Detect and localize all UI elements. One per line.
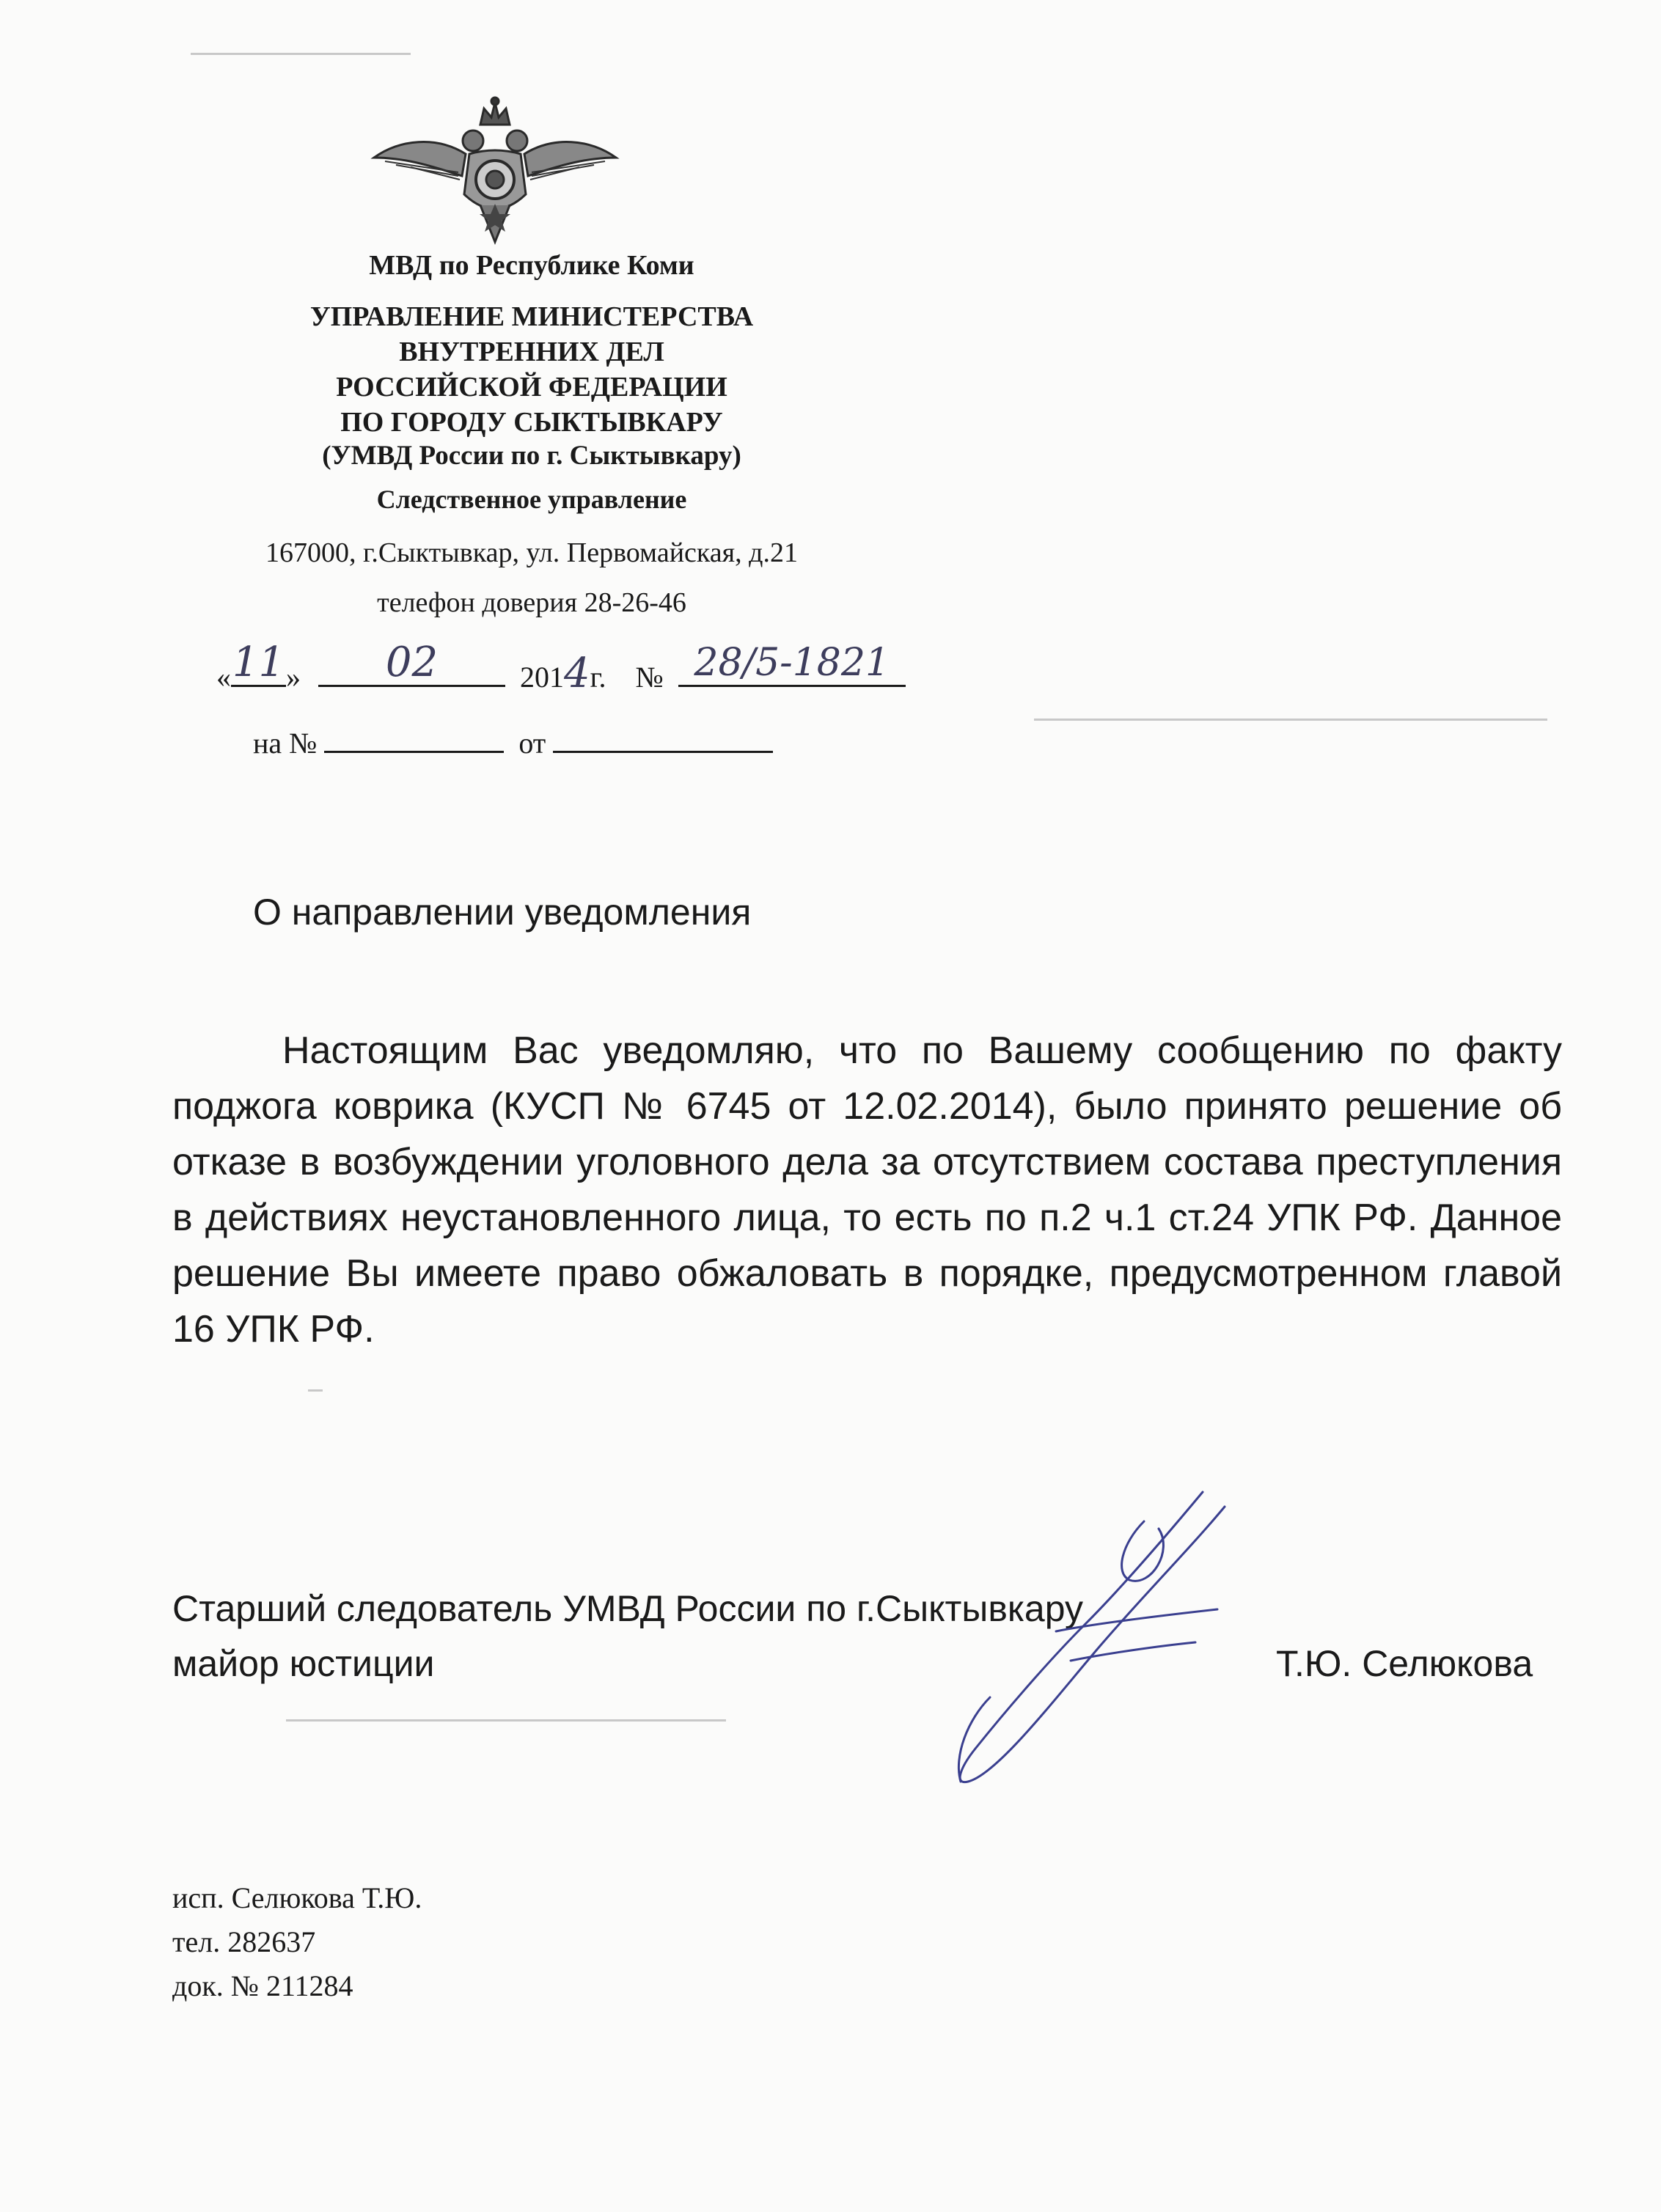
number-field	[678, 641, 906, 687]
org-line-1: УПРАВЛЕНИЕ МИНИСТЕРСТВА	[309, 301, 754, 332]
scan-speck	[286, 1719, 726, 1722]
executor-doc-number: док. № 211284	[172, 1969, 353, 2002]
org-line-3: РОССИЙСКОЙ ФЕДЕРАЦИИ	[336, 372, 727, 403]
year-prefix: 201	[520, 661, 564, 694]
number-value: 28/5-1821	[694, 641, 890, 685]
org-line-4: ПО ГОРОДУ СЫКТЫВКАРУ	[340, 407, 723, 438]
month-field	[318, 639, 505, 687]
region-line: МВД по Республике Коми	[369, 250, 694, 281]
scan-speck	[1034, 719, 1547, 721]
executor-phone: тел. 282637	[172, 1925, 316, 1958]
day-field	[231, 639, 286, 687]
reference-date-line	[216, 639, 906, 697]
scan-speck	[191, 53, 411, 55]
quote-close: »	[286, 661, 301, 694]
month-value: 02	[385, 639, 439, 686]
number-label: №	[635, 661, 664, 694]
signatory-name: Т.Ю. Селюкова	[1276, 1643, 1533, 1684]
from-date-field	[553, 719, 773, 753]
mvd-emblem-icon	[370, 95, 620, 249]
year-unit: г.	[590, 661, 606, 694]
reply-number-field	[324, 719, 504, 753]
handwritten-signature	[939, 1477, 1247, 1793]
subject: О направлении уведомления	[253, 892, 752, 933]
org-line-2: ВНУТРЕННИХ ДЕЛ	[399, 337, 664, 367]
from-label: от	[518, 727, 546, 760]
signatory-position-2: майор юстиции	[172, 1643, 435, 1684]
scan-speck	[308, 1389, 323, 1392]
reply-reference-line	[253, 719, 773, 760]
executor-name: исп. Селюкова Т.Ю.	[172, 1881, 422, 1914]
address: 167000, г.Сыктывкар, ул. Первомайская, д.21	[265, 537, 798, 568]
signatory-position-1: Старший следователь УМВД России по г.Сыктывкару	[172, 1588, 1083, 1629]
quote-open: «	[216, 661, 231, 694]
department: Следственное управление	[376, 485, 687, 514]
org-line-5: (УМВД России по г. Сыктывкару)	[322, 441, 741, 471]
year-suffix: 4	[564, 650, 590, 697]
day-value: 11	[232, 639, 285, 686]
phone: телефон доверия 28-26-46	[377, 587, 686, 618]
reply-label: на №	[253, 727, 318, 760]
body-text: Настоящим Вас уведомляю, что по Вашему сообщению по факту поджога коврика (КУСП № 6745 от 12.02.2014), было принято решение об отказе в возбуждении уголовного дела за отсутствием состава преступления в действиях неустановленного лица, то есть по п.2 ч.1 ст.24 УПК РФ. Данное решение Вы имеете право обжаловать в порядке, предусмотренном главой 16 УПК РФ.	[172, 1029, 1562, 1351]
